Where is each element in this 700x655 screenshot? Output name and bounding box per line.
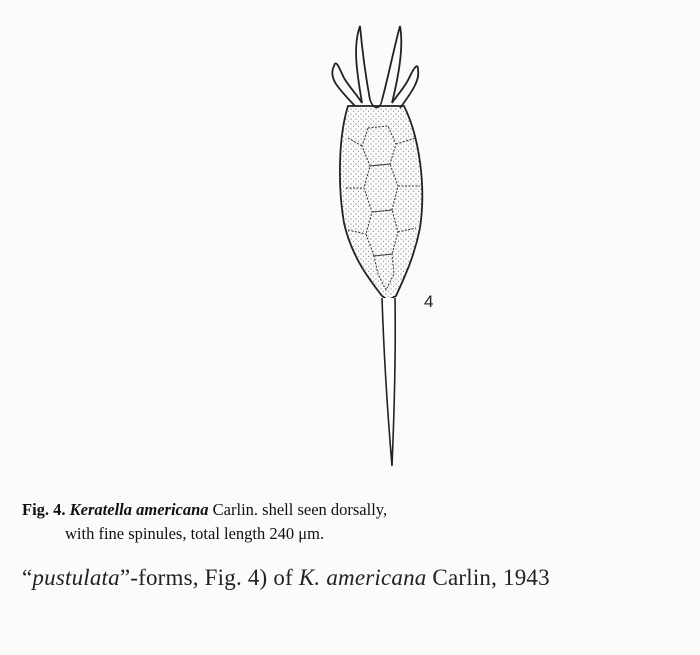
body-part1: ”-forms, Fig. 4) of (119, 565, 299, 590)
caption-line1-rest: Carlin. shell seen dorsally, (208, 500, 388, 519)
body-italic-species: K. americana (298, 565, 427, 590)
body-open-quote: “ (22, 565, 33, 590)
figure-caption (22, 498, 387, 546)
caption-species-name: Keratella americana (69, 500, 209, 519)
body-part2: Carlin, 1943 (426, 565, 550, 590)
caption-fig-label: Fig. 4. (22, 500, 66, 519)
body-text-line (22, 565, 550, 591)
body-italic-term: pustulata (32, 565, 120, 590)
keratella-illustration (300, 18, 450, 473)
caption-line2: with fine spinules, total length 240 μm. (65, 524, 325, 543)
figure-number-label: 4 (424, 292, 434, 311)
